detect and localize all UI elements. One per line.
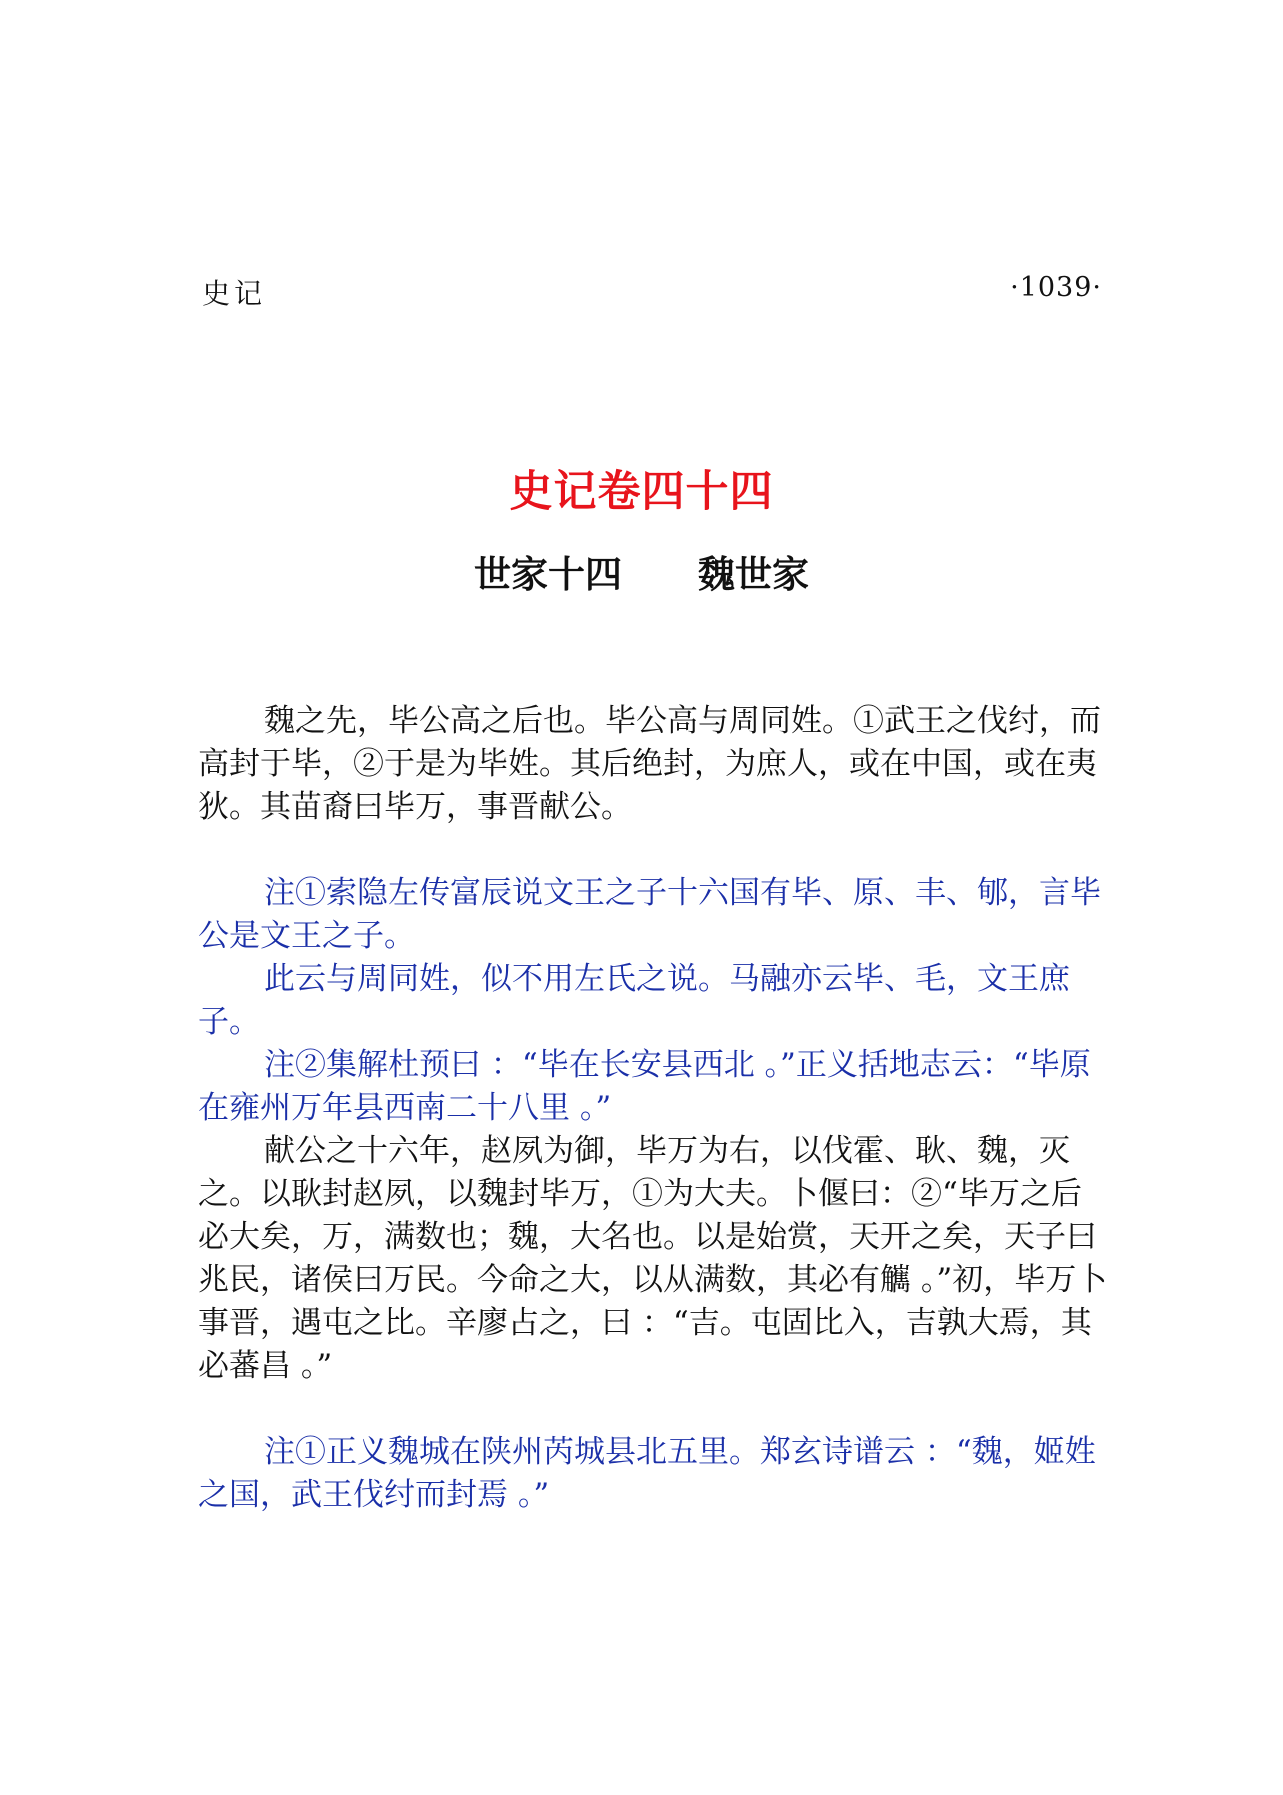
chapter-title [0,544,1283,598]
note-paragraph: 此云与周同姓，似不用左氏之说。马融亦云毕、毛，文王庶子。 [198,961,1070,1040]
chapter-name: 魏世家 [698,553,809,596]
running-head [202,272,1102,312]
chapter-series: 世家十四 [474,553,622,596]
main-paragraph: 魏之先，毕公高之后也。毕公高与周同姓。①武王之伐纣，而高封于毕，②于是为毕姓。其后绝封，为庶人，或在中国，或在夷狄。其苗裔曰毕万，事晋献公。 [198,703,1101,825]
volume-title: 史记卷四十四 [509,467,774,517]
running-title: 史记 [202,277,267,310]
paragraph-spacer [198,1388,1110,1431]
body-text [198,700,1110,1517]
main-paragraph: 献公之十六年，赵夙为御，毕万为右，以伐霍、耿、魏，灭之。以耿封赵夙，以魏封毕万，①为大夫。卜偃曰：②“毕万之后必大矣，万，满数也；魏，大名也。以是始赏，天开之矣，天子曰兆民，诸侯曰万民。今命之大，以从满数，其必有觽 。”初，毕万卜事晋，遇屯之比。辛廖占之，曰 ：“吉。屯固比入，吉孰大焉，其必蕃昌 。” [198,1133,1108,1384]
note-paragraph: 注②集解杜预曰 ：“毕在长安县西北 。”正义括地志云：“毕原在雍州万年县西南二十八里 。” [198,1047,1091,1126]
paragraph-spacer [198,829,1110,872]
note-paragraph: 注①正义魏城在陕州芮城县北五里。郑玄诗谱云 ：“魏，姬姓之国，武王伐纣而封焉 。” [198,1434,1096,1513]
page-number: ·1039· [1010,272,1102,303]
note-paragraph: 注①索隐左传富辰说文王之子十六国有毕、原、丰、郇，言毕公是文王之子。 [198,875,1101,954]
